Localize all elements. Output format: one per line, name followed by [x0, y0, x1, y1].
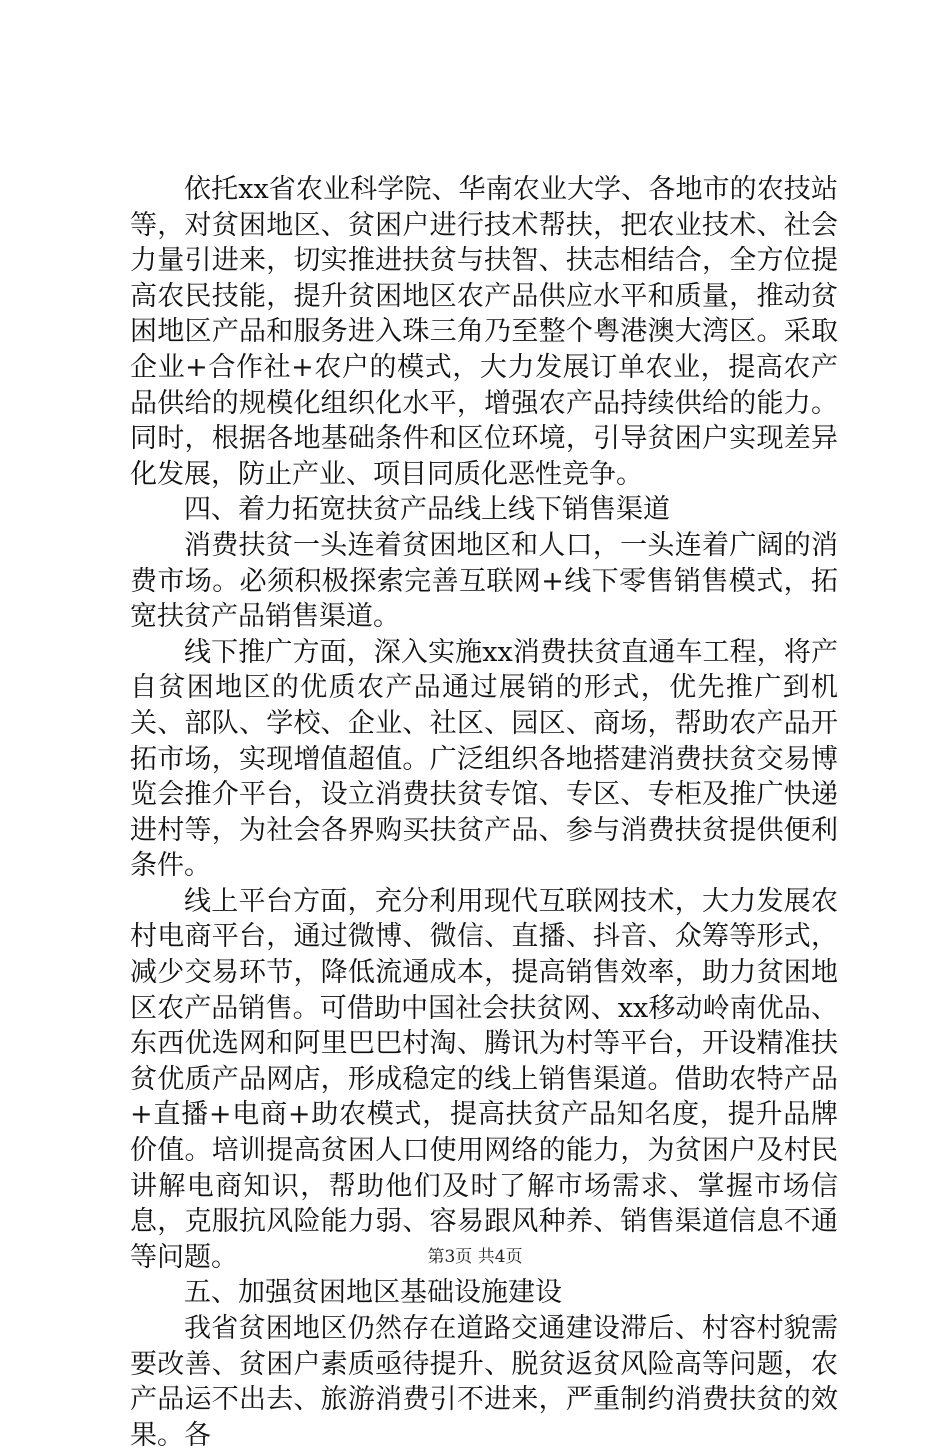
page-number-footer: 第3页 共4页: [427, 1247, 523, 1267]
paragraph-infrastructure: 我省贫困地区仍然存在道路交通建设滞后、村容村貌需要改善、贫困户素质亟待提升、脱贫返贫风险高等问题，农产品运不出去、旅游消费引不进来，严重制约消费扶贫的效果。各: [130, 1313, 838, 1451]
section-heading-4: 四、着力拓宽扶贫产品线上线下销售渠道: [184, 494, 670, 526]
paragraph-tech-assistance: 依托xx省农业科学院、华南农业大学、各地市的农技站等，对贫困地区、贫困户进行技术帮扶，把农业技术、社会力量引进来，切实推进扶贫与扶智、扶志相结合，全方位提高农民技能，提升贫困地区农产品供应水平和质量，推动贫困地区产品和服务进入珠三角乃至整个粤港澳大湾区。采取企业+合作社+农户的模式，大力发展订单农业，提高农产品供给的规模化组织化水平，增强农产品持续供给的能力。同时，根据各地基础条件和区位环境，引导贫困户实现差异化发展，防止产业、项目同质化恶性竞争。: [130, 174, 838, 490]
paragraph-online-platform: 线上平台方面，充分利用现代互联网技术，大力发展农村电商平台，通过微博、微信、直播、抖音、众筹等形式，减少交易环节，降低流通成本，提高销售效率，助力贫困地区农产品销售。可借助中国社会扶贫网、xx移动岭南优品、东西优选网和阿里巴巴村淘、腾讯为村等平台，开设精准扶贫优质产品网店，形成稳定的线上销售渠道。借助农特产品+直播+电商+助农模式，提高扶贫产品知名度，提升品牌价值。培训提高贫困人口使用网络的能力，为贫困户及村民讲解电商知识，帮助他们及时了解市场需求、掌握市场信息，克服抗风险能力弱、容易跟风种养、销售渠道信息不通等问题。: [130, 885, 838, 1273]
section-heading-5: 五、加强贫困地区基础设施建设: [184, 1277, 562, 1309]
paragraph-consumption-market: 消费扶贫一头连着贫困地区和人口，一头连着广阔的消费市场。必须积极探索完善互联网+线下零售销售模式，拓宽扶贫产品销售渠道。: [130, 529, 838, 633]
paragraph-offline-promotion: 线下推广方面，深入实施xx消费扶贫直通车工程，将产自贫困地区的优质农产品通过展销的形式，优先推广到机关、部队、学校、企业、社区、园区、商场，帮助农产品开拓市场，实现增值超值。广泛组织各地搭建消费扶贫交易博览会推介平台，设立消费扶贫专馆、专区、专柜及推广快递进村等，为社会各界购买扶贫产品、参与消费扶贫提供便利条件。: [130, 636, 838, 882]
